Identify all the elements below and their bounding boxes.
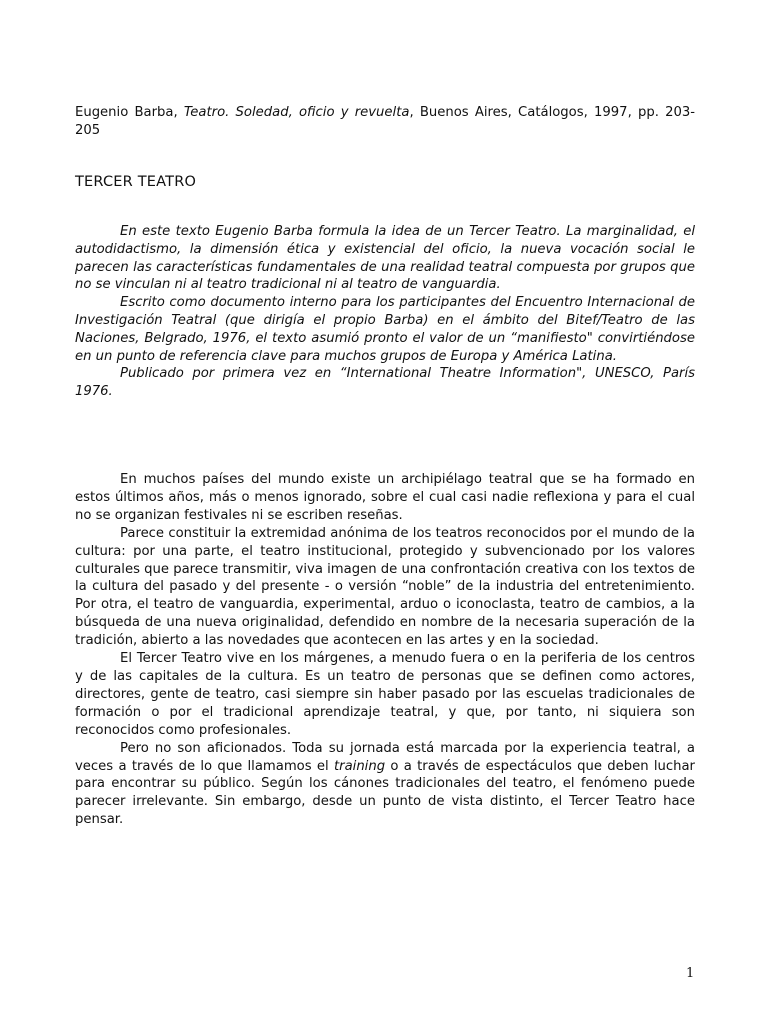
- intro-paragraph: En este texto Eugenio Barba formula la idea de un Tercer Teatro. La marginalidad, el autodidactismo, la dimensión ética y existencial del oficio, la nueva vocación social le parecen las características fundamentales de una realidad teatral compuesta por grupos que no se vinculan ni al teatro tradicional ni al teatro de vanguardia.: [75, 224, 695, 293]
- citation-details: , Buenos Aires, Catálogos, 1997, pp. 203-205: [75, 105, 696, 138]
- page-number: 1: [686, 966, 695, 981]
- body-paragraph: Parece constituir la extremidad anónima de los teatros reconocidos por el mundo de la cultura: por una parte, el teatro institucional, protegido y subvencionado por los valores culturales que parece transmitir, viva imagen de una confrontación creativa con los textos de la cultura del pasado y del presente - o versión “noble” de la industria del entretenimiento. Por otra, el teatro de vanguardia, experimental, arduo o iconoclasta, teatro de cambios, a la búsqueda de una nueva originalidad, defendido en nombre de la necesaria superación de la tradición, abierto a las novedades que acontecen en las artes y en la sociedad.: [75, 525, 695, 649]
- intro-paragraph: Publicado por primera vez en “International Theatre Information", UNESCO, París 1976.: [75, 366, 695, 400]
- body-paragraph: En muchos países del mundo existe un archipiélago teatral que se ha formado en estos últimos años, más o menos ignorado, sobre el cual casi nadie reflexiona y para el cual no se organizan festivales ni se escriben reseñas.: [75, 472, 695, 523]
- emphasized-term: training: [333, 758, 386, 774]
- intro-note: [75, 223, 695, 401]
- body-text: [75, 471, 695, 829]
- body-paragraph: [75, 740, 695, 830]
- body-text-segment: o a través de espectáculos que deben luchar para encontrar su público. Según los cánones tradicionales del teatro, el fenómeno puede parecer irrelevante. Sin embargo, desde un punto de vista distinto, el Tercer Teatro hace pensar.: [75, 758, 695, 828]
- section-title: TERCER TEATRO: [75, 174, 197, 190]
- citation-title: Teatro. Soledad, oficio y revuelta: [183, 105, 410, 120]
- body-paragraph: El Tercer Teatro vive en los márgenes, a menudo fuera o en la periferia de los centros y de las capitales de la cultura. Es un teatro de personas que se definen como actores, directores, gente de teatro, casi siempre sin haber pasado por las escuelas tradicionales de formación o por el tradicional aprendizaje teatral, y que, por tanto, ni siquiera son reconocidos como profesionales.: [75, 651, 695, 738]
- body-text-segment: Pero no son aficionados. Toda su jornada está marcada por la experiencia teatral, a veces a través de lo que llamamos el: [75, 740, 695, 774]
- intro-paragraph: Escrito como documento interno para los participantes del Encuentro Internacional de Investigación Teatral (que dirigía el propio Barba) en el ámbito del Bitef/Teatro de las Naciones, Belgrado, 1976, el texto asumió pronto el valor de un “manifiesto" convirtiéndose en un punto de referencia clave para muchos grupos de Europa y América Latina.: [75, 295, 695, 364]
- citation-author: Eugenio Barba,: [75, 105, 184, 120]
- bibliographic-citation: [75, 104, 695, 140]
